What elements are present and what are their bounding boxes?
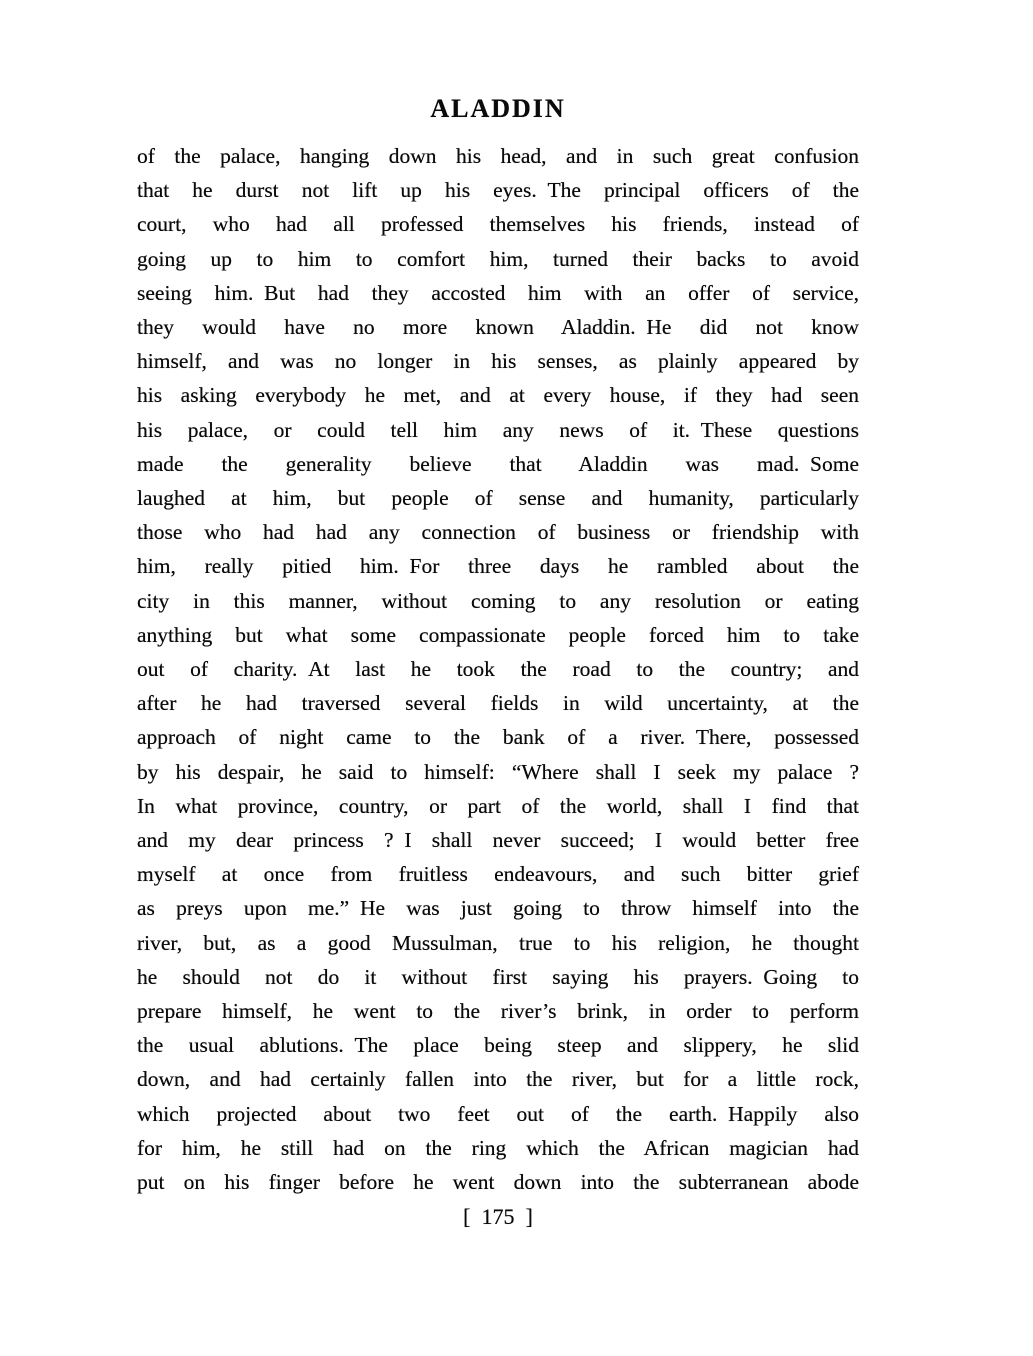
text-line: laughed at him, but people of sense and humanity, particularly <box>137 486 859 511</box>
text-line: after he had traversed several fields in wild uncertainty, at the <box>137 691 859 716</box>
text-line: put on his finger before he went down into the subterranean abode <box>137 1170 859 1195</box>
text-line: going up to him to comfort him, turned their backs to avoid <box>137 246 859 271</box>
text-line: city in this manner, without coming to any resolution or eating <box>137 588 859 613</box>
text-line: In what province, country, or part of the world, shall I find that <box>137 793 859 818</box>
text-line: prepare himself, he went to the river’s brink, in order to perform <box>137 999 859 1024</box>
text-line: myself at once from fruitless endeavours, and such bitter grief <box>137 862 859 887</box>
text-line: anything but what some compassionate people forced him to take <box>137 622 859 647</box>
text-line: which projected about two feet out of the earth. Happily also <box>137 1101 859 1126</box>
text-line: down, and had certainly fallen into the river, but for a little rock, <box>137 1067 859 1092</box>
text-line: seeing him. But had they accosted him with an offer of service, <box>137 280 859 305</box>
text-line: himself, and was no longer in his senses, as plainly appeared by <box>137 349 859 374</box>
text-line: and my dear princess ? I shall never succeed; I would better free <box>137 828 859 853</box>
body-text <box>137 139 859 1199</box>
text-line: he should not do it without first saying his prayers. Going to <box>137 964 859 989</box>
text-line: court, who had all professed themselves his friends, instead of <box>137 212 859 237</box>
text-line: made the generality believe that Aladdin was mad. Some <box>137 451 859 476</box>
text-line: as preys upon me.” He was just going to throw himself into the <box>137 896 859 921</box>
text-line: out of charity. At last he took the road to the country; and <box>137 657 859 682</box>
text-line: of the palace, hanging down his head, and in such great confusion <box>137 144 859 168</box>
text-line: approach of night came to the bank of a river. There, possessed <box>137 725 859 750</box>
text-line: his asking everybody he met, and at every house, if they had seen <box>137 383 859 408</box>
running-head-title: ALADDIN <box>430 94 566 123</box>
text-line: those who had had any connection of business or friendship with <box>137 520 859 545</box>
text-line: by his despair, he said to himself: “Where shall I seek my palace ? <box>137 759 859 784</box>
text-line: him, really pitied him. For three days he rambled about the <box>137 554 859 579</box>
text-line: river, but, as a good Mussulman, true to his religion, he thought <box>137 930 859 955</box>
page-number: [ 175 ] <box>463 1204 533 1229</box>
text-line: they would have no more known Aladdin. He did not know <box>137 315 859 340</box>
text-line: his palace, or could tell him any news of it. These questions <box>137 417 859 442</box>
text-line: that he durst not lift up his eyes. The principal officers of the <box>137 178 859 203</box>
text-line: the usual ablutions. The place being steep and slippery, he slid <box>137 1033 859 1058</box>
text-line: for him, he still had on the ring which the African magician had <box>137 1135 859 1160</box>
